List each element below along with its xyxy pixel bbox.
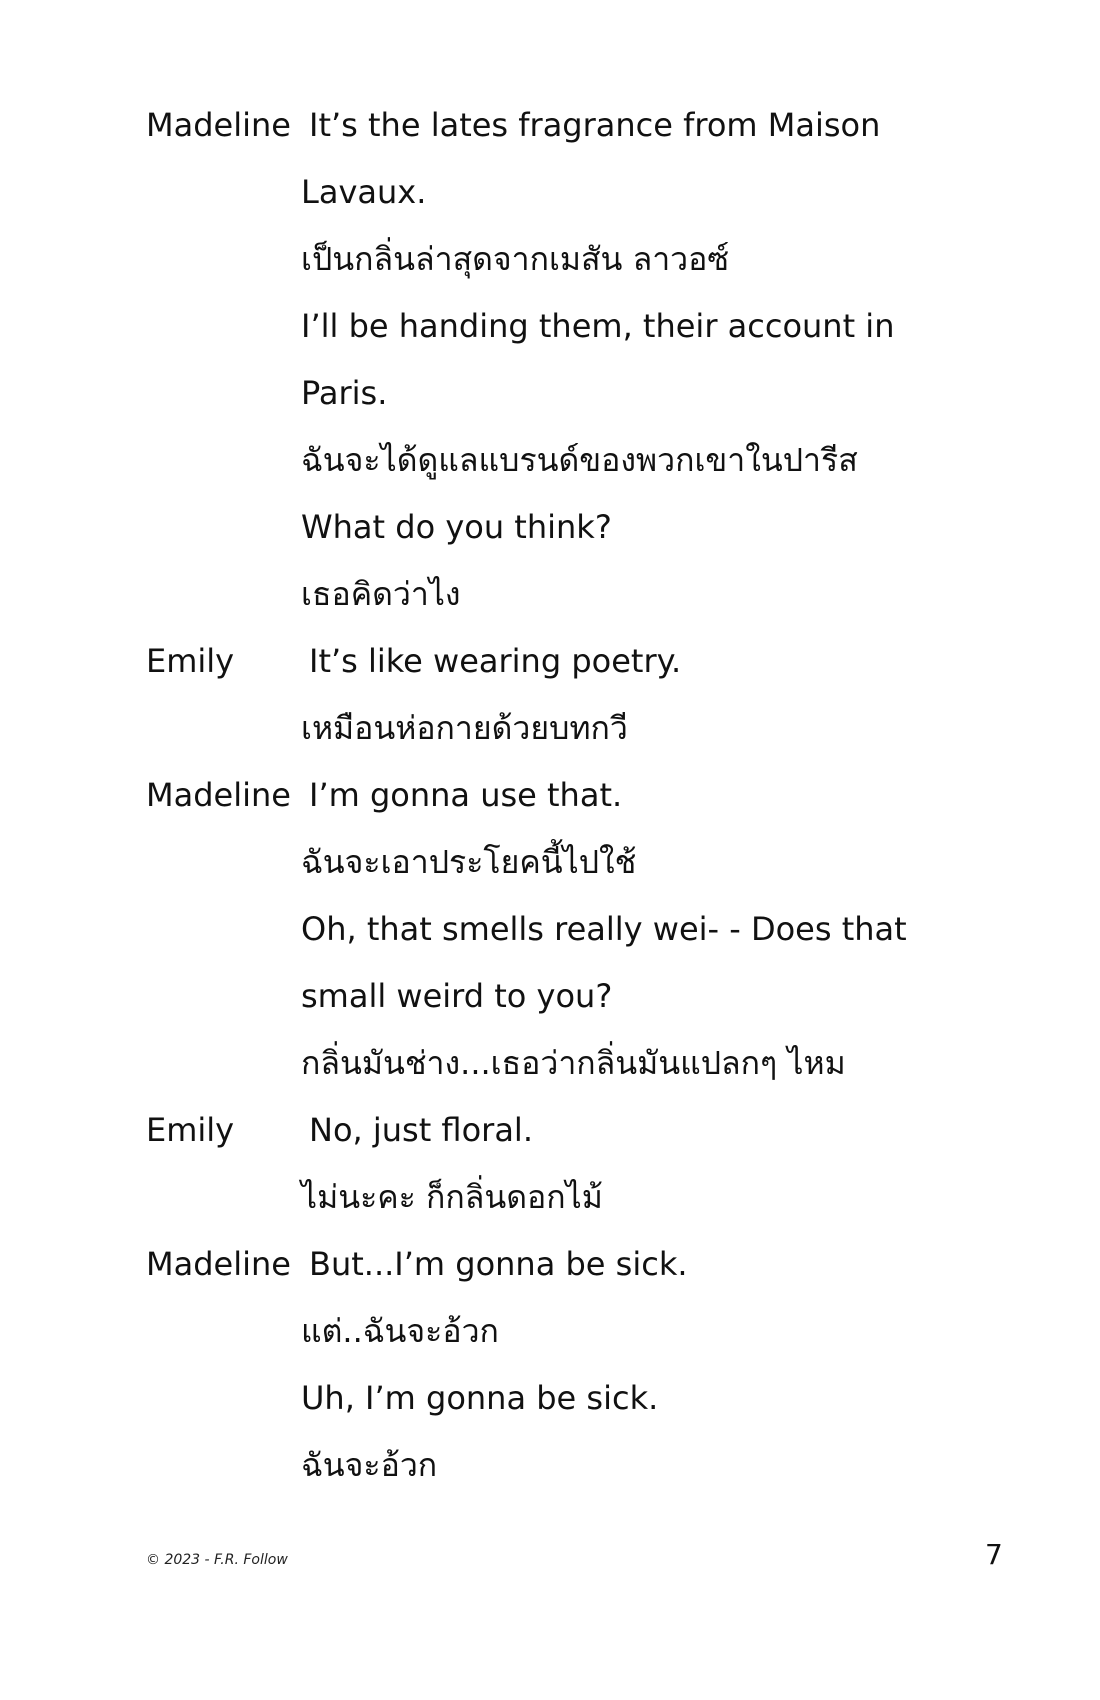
script-line [0,1231,1100,1298]
script-line [0,829,1100,896]
dialogue-text: Lavaux. [301,173,427,211]
dialogue-text: What do you think? [301,508,612,546]
dialogue-text: It’s the lates fragrance from Maison [309,106,881,144]
dialogue-translation: กลิ่นมันช่าง...เธอว่ากลิ่นมันแปลกๆ ไหม [301,1044,846,1082]
script-line [0,1030,1100,1097]
dialogue-translation: ฉันจะเอาประโยคนี้ไปใช้ [301,843,637,881]
script-line [0,762,1100,829]
speaker-name: Emily [146,642,235,680]
speaker-name: Madeline [146,1245,291,1283]
speaker-name: Madeline [146,106,291,144]
dialogue-text: small weird to you? [301,977,613,1015]
script-line [0,92,1100,159]
copyright-footer: © 2023 - F.R. Follow [146,1552,288,1568]
script-line [0,695,1100,762]
script-line [0,427,1100,494]
script-line [0,494,1100,561]
dialogue-text: Uh, I’m gonna be sick. [301,1379,659,1417]
script-line [0,293,1100,360]
script-line [0,561,1100,628]
dialogue-translation: แต่..ฉันจะอ้วก [301,1312,499,1350]
dialogue-text: I’ll be handing them, their account in [301,307,895,345]
script-line [0,1097,1100,1164]
dialogue-translation: ไม่นะคะ ก็กลิ่นดอกไม้ [301,1178,603,1216]
page-number: 7 [985,1538,1003,1571]
script-line [0,159,1100,226]
script-line [0,1164,1100,1231]
speaker-name: Emily [146,1111,235,1149]
dialogue-text: I’m gonna use that. [309,776,623,814]
script-body [0,92,1100,1499]
script-line [0,963,1100,1030]
dialogue-text: No, just floral. [309,1111,533,1149]
script-line [0,360,1100,427]
dialogue-text: Oh, that smells really wei- - Does that [301,910,907,948]
dialogue-text: But...I’m gonna be sick. [309,1245,688,1283]
script-line [0,896,1100,963]
script-line [0,628,1100,695]
script-line [0,226,1100,293]
dialogue-translation: เป็นกลิ่นล่าสุดจากเมสัน ลาวอซ์ [301,240,730,278]
script-line [0,1432,1100,1499]
speaker-name: Madeline [146,776,291,814]
script-line [0,1365,1100,1432]
dialogue-translation: ฉันจะอ้วก [301,1446,438,1484]
dialogue-text: Paris. [301,374,388,412]
dialogue-translation: เหมือนห่อกายด้วยบทกวี [301,709,628,747]
script-line [0,1298,1100,1365]
dialogue-text: It’s like wearing poetry. [309,642,682,680]
dialogue-translation: เธอคิดว่าไง [301,575,461,613]
dialogue-translation: ฉันจะได้ดูแลแบรนด์ของพวกเขาในปารีส [301,441,858,479]
